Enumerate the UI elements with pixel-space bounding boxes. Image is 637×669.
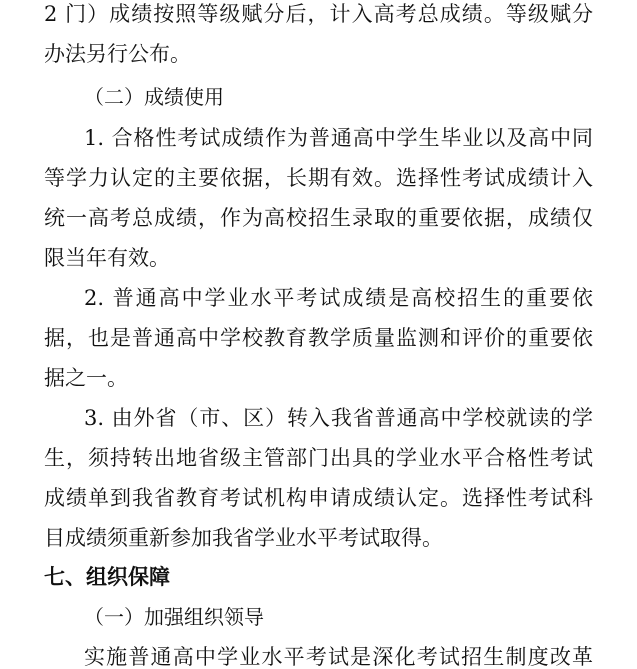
paragraph-line: 办法另行公布。 xyxy=(44,42,191,66)
paragraph-line: 据之一。 xyxy=(44,366,128,390)
paragraph-line: 成绩单到我省教育考试机构申请成绩认定。选择性考试科 xyxy=(44,486,593,510)
section-subheading: （一）加强组织领导 xyxy=(84,605,264,629)
paragraph-line: 1. 合格性考试成绩作为普通高中学生毕业以及高中同 xyxy=(84,126,593,150)
paragraph-line: 据，也是普通高中学校教育教学质量监测和评价的重要依 xyxy=(44,326,593,350)
paragraph-line: 3. 由外省（市、区）转入我省普通高中学校就读的学 xyxy=(84,406,593,430)
paragraph-line: 等学力认定的主要依据，长期有效。选择性考试成绩计入 xyxy=(44,166,593,190)
section-subheading: （二）成绩使用 xyxy=(84,85,224,109)
paragraph-line: 限当年有效。 xyxy=(44,246,170,270)
paragraph-line: 目成绩须重新参加我省学业水平考试取得。 xyxy=(44,526,443,550)
paragraph-line: 2 门）成绩按照等级赋分后，计入高考总成绩。等级赋分 xyxy=(44,2,593,26)
paragraph-line: 统一高考总成绩，作为高校招生录取的重要依据，成绩仅 xyxy=(44,206,593,230)
paragraph-line: 实施普通高中学业水平考试是深化考试招生制度改革 xyxy=(84,645,593,669)
paragraph-line: 2. 普通高中学业水平考试成绩是高校招生的重要依 xyxy=(84,286,593,310)
paragraph-line: 生，须持转出地省级主管部门出具的学业水平合格性考试 xyxy=(44,446,593,470)
section-heading: 七、组织保障 xyxy=(44,565,170,589)
